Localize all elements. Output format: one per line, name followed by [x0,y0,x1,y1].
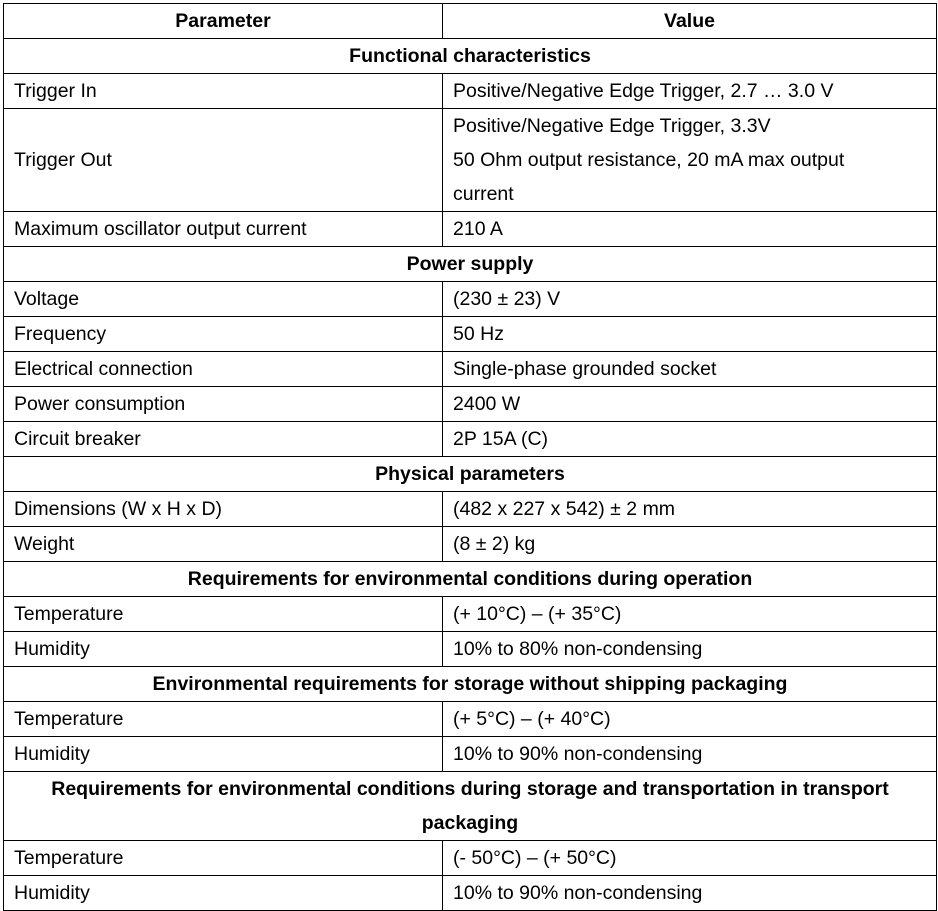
value-cell [443,527,937,562]
value-cell [443,492,937,527]
parameter-cell: Maximum oscillator output current [4,212,443,247]
value-cell [443,109,937,212]
table-row [4,702,937,737]
parameter-cell: Trigger Out [4,109,443,212]
value-line: 10% to 90% non-condensing [453,743,703,765]
section-row [4,772,937,841]
parameter-cell: Voltage [4,282,443,317]
section-title: Requirements for environmental conditions during storage and transportation in transport packaging [4,772,937,841]
parameter-cell: Temperature [4,841,443,876]
value-cell [443,597,937,632]
section-row [4,247,937,282]
value-line: 10% to 90% non-condensing [453,882,703,904]
section-title: Environmental requirements for storage without shipping packaging [4,667,937,702]
value-line: 50 Ohm output resistance, 20 mA max output [453,149,845,171]
table-row [4,527,937,562]
value-cell [443,841,937,876]
value-line: Positive/Negative Edge Trigger, 2.7 … 3.0 V [453,80,834,102]
section-title: Functional characteristics [4,39,937,74]
table-row [4,597,937,632]
table-row [4,422,937,457]
value-cell [443,74,937,109]
parameter-cell: Frequency [4,317,443,352]
value-cell [443,352,937,387]
value-line: (482 x 227 x 542) ± 2 mm [453,498,676,520]
value-cell [443,422,937,457]
parameter-cell: Electrical connection [4,352,443,387]
section-title: Requirements for environmental conditions during operation [4,562,937,597]
section-row [4,562,937,597]
value-line: 50 Hz [453,323,504,345]
value-cell [443,212,937,247]
value-line: 2P 15A (C) [453,428,549,450]
table-row [4,841,937,876]
table-row [4,212,937,247]
parameter-cell: Power consumption [4,387,443,422]
value-line: 210 A [453,218,503,240]
value-column-header: Value [443,4,937,39]
value-line: (+ 10°C) – (+ 35°C) [453,603,622,625]
value-line: (- 50°C) – (+ 50°C) [453,847,617,869]
section-row [4,39,937,74]
parameter-cell: Humidity [4,632,443,667]
table-row [4,632,937,667]
value-line: 10% to 80% non-condensing [453,638,703,660]
value-cell [443,387,937,422]
value-line: (+ 5°C) – (+ 40°C) [453,708,611,730]
table-row [4,737,937,772]
value-cell [443,702,937,737]
table-body [4,39,937,911]
value-line: (230 ± 23) V [453,288,561,310]
section-title: Power supply [4,247,937,282]
parameter-column-header: Parameter [4,4,443,39]
specifications-table [3,3,937,911]
table-row [4,282,937,317]
value-cell [443,876,937,911]
parameter-cell: Temperature [4,597,443,632]
section-row [4,457,937,492]
value-cell [443,317,937,352]
table-row [4,74,937,109]
parameter-cell: Humidity [4,876,443,911]
value-line: current [453,183,514,205]
parameter-cell: Humidity [4,737,443,772]
value-line: Single-phase grounded socket [453,358,717,380]
parameter-cell: Circuit breaker [4,422,443,457]
value-cell [443,737,937,772]
value-cell [443,632,937,667]
table-row [4,387,937,422]
table-row [4,109,937,212]
table-row [4,317,937,352]
value-line: Positive/Negative Edge Trigger, 3.3V [453,115,771,137]
value-cell [443,282,937,317]
value-line: 2400 W [453,393,521,415]
parameter-cell: Temperature [4,702,443,737]
section-row [4,667,937,702]
table-row [4,352,937,387]
table-row [4,876,937,911]
parameter-cell: Weight [4,527,443,562]
header-row [4,4,937,39]
parameter-cell: Dimensions (W x H x D) [4,492,443,527]
table-row [4,492,937,527]
value-line: (8 ± 2) kg [453,533,536,555]
section-title: Physical parameters [4,457,937,492]
parameter-cell: Trigger In [4,74,443,109]
